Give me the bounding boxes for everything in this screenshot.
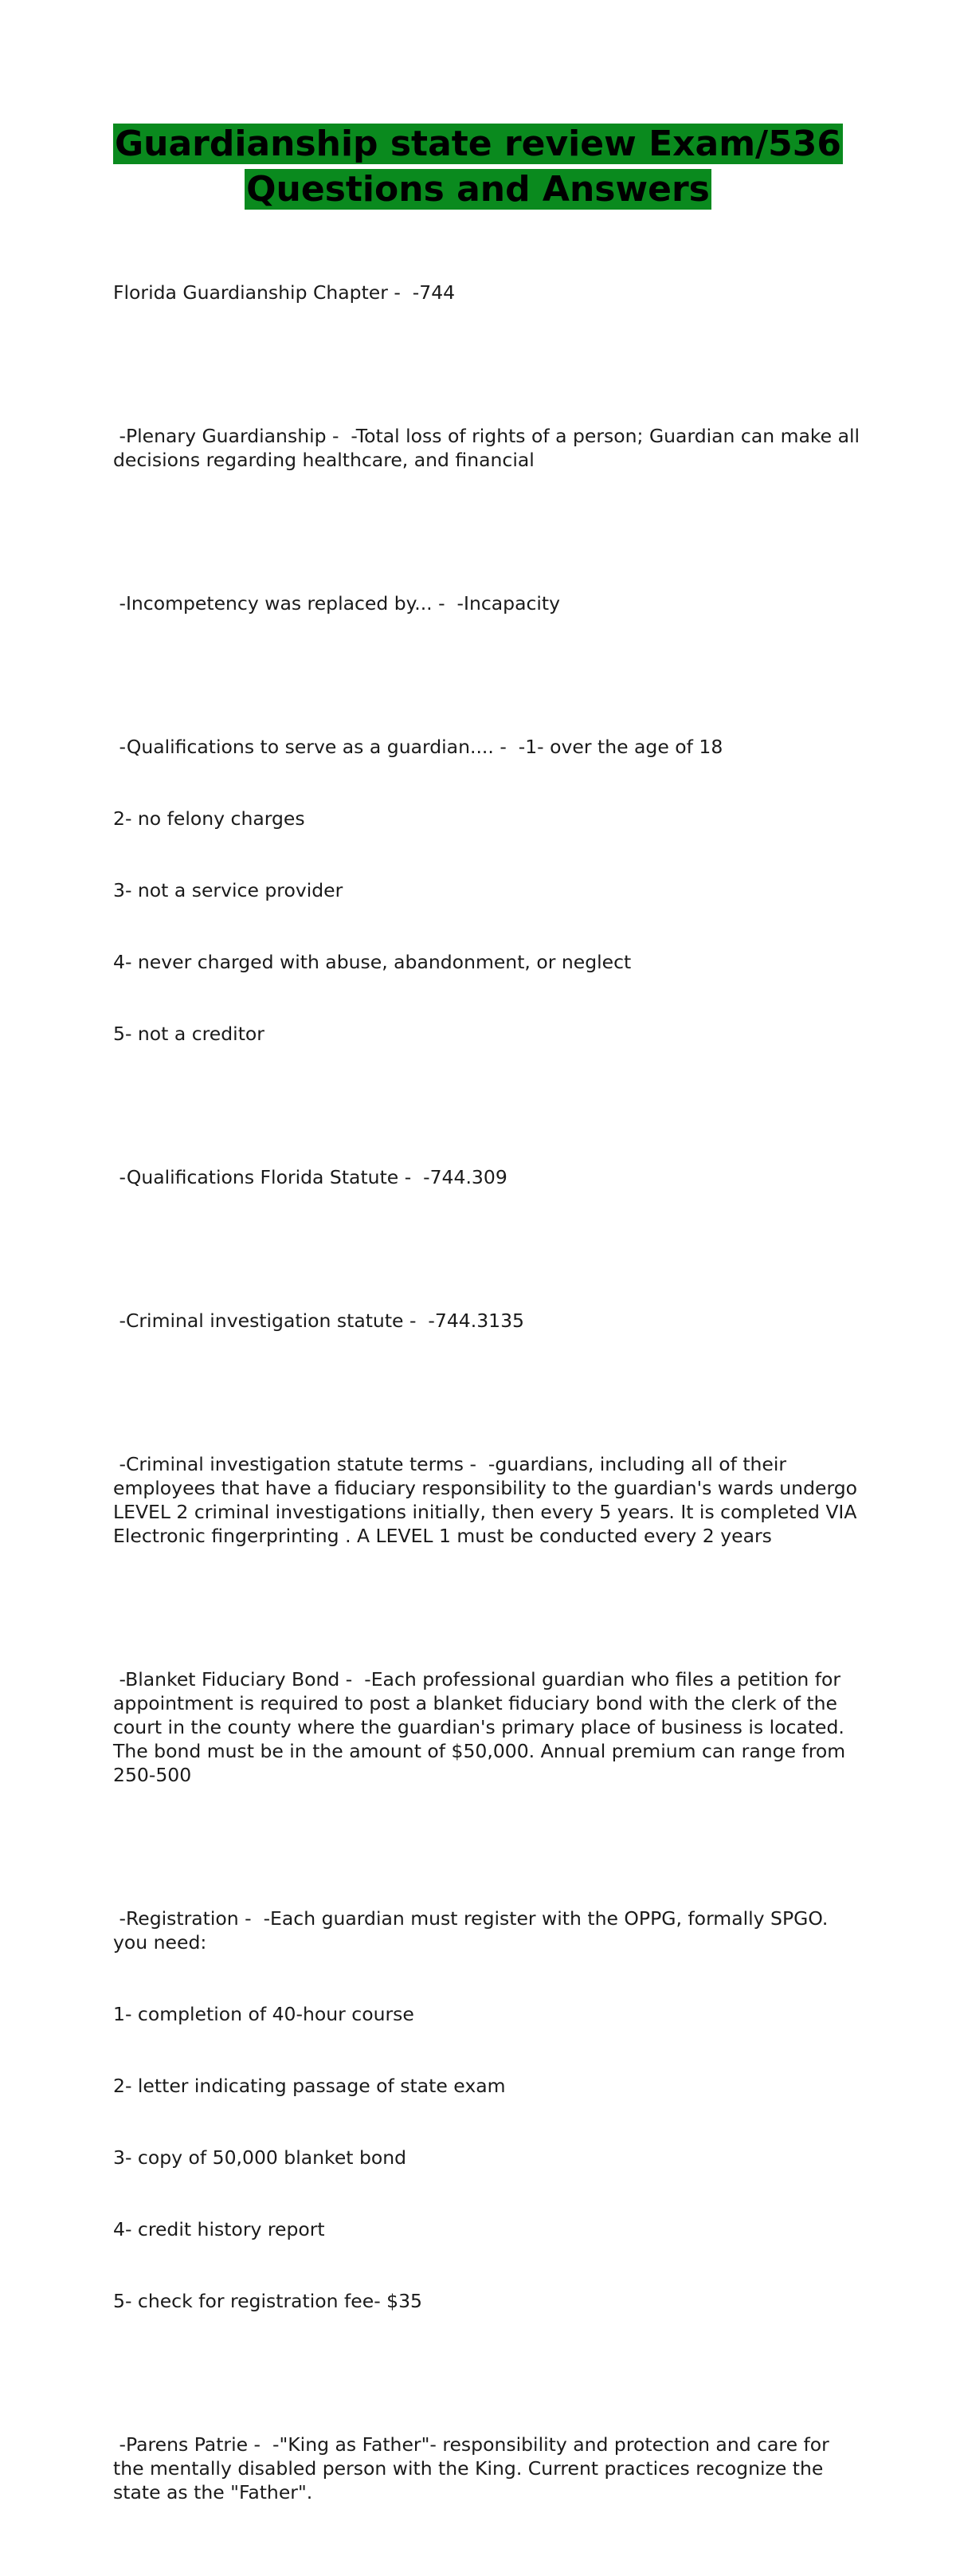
qa-line: -Plenary Guardianship - -Total loss of rights of a person; Guardian can make all decisions regarding healthcare, and financial	[113, 425, 866, 471]
qa-list-item: 4- credit history report	[113, 2218, 325, 2240]
qa-list-item: 5- check for registration fee- $35	[113, 2290, 423, 2312]
document-title-block	[80, 121, 876, 212]
qa-line: -Parens Patrie - -"King as Father"- responsibility and protection and care for the mentally disabled person with the King. Current practices recognize the state as the "Father".	[113, 2433, 836, 2503]
qa-entry	[113, 1261, 862, 1380]
qa-list-item: 5- not a creditor	[113, 1023, 264, 1045]
qa-entry	[113, 1117, 862, 1237]
qa-line: -Criminal investigation statute terms - -guardians, including all of their employees that have a fiduciary responsibility to the guardian's wards undergo LEVEL 2 criminal investigations initially, then every 5 years. It is completed VIA Electronic fingerprinting . A LEVEL 1 must be conducted every 2 years	[113, 1453, 864, 1547]
qa-entry	[113, 1859, 862, 2361]
qa-list-item: 2- letter indicating passage of state exam	[113, 2075, 506, 2097]
qa-list-item: 4- never charged with abuse, abandonment, or neglect	[113, 951, 632, 973]
qa-list-item: 1- completion of 40-hour course	[113, 2003, 414, 2025]
qa-entry	[113, 544, 862, 663]
qa-line: -Qualifications to serve as a guardian.... - -1- over the age of 18	[113, 736, 723, 758]
qa-list-item: 2- no felony charges	[113, 807, 305, 830]
qa-entry	[113, 376, 866, 520]
qa-entry	[113, 687, 862, 1094]
qa-line: -Incompetency was replaced by... - -Incapacity	[113, 592, 561, 615]
qa-line: -Registration - -Each guardian must register with the OPPG, formally SPGO. you need:	[113, 1907, 834, 1954]
document-body	[113, 233, 866, 2576]
qa-entry	[113, 233, 862, 352]
qa-entry	[113, 1404, 862, 1596]
qa-entry	[113, 1620, 862, 1835]
document-title: Guardianship state review Exam/536 Questions and Answers	[115, 124, 841, 210]
qa-line: -Criminal investigation statute - -744.3135	[113, 1310, 524, 1332]
qa-line: -Blanket Fiduciary Bond - -Each professional guardian who files a petition for appointment is required to post a blanket fiduciary bond with the clerk of the court in the county where the guardian's primary place of business is located. The bond must be in the amount of $50,000. Annual premium can range from 250-500	[113, 1668, 852, 1786]
qa-line: Florida Guardianship Chapter - -744	[113, 281, 456, 304]
qa-list-item: 3- copy of 50,000 blanket bond	[113, 2146, 407, 2169]
qa-line: -Qualifications Florida Statute - -744.309	[113, 1166, 507, 1188]
qa-entry	[113, 2385, 862, 2552]
qa-list-item: 3- not a service provider	[113, 879, 343, 901]
